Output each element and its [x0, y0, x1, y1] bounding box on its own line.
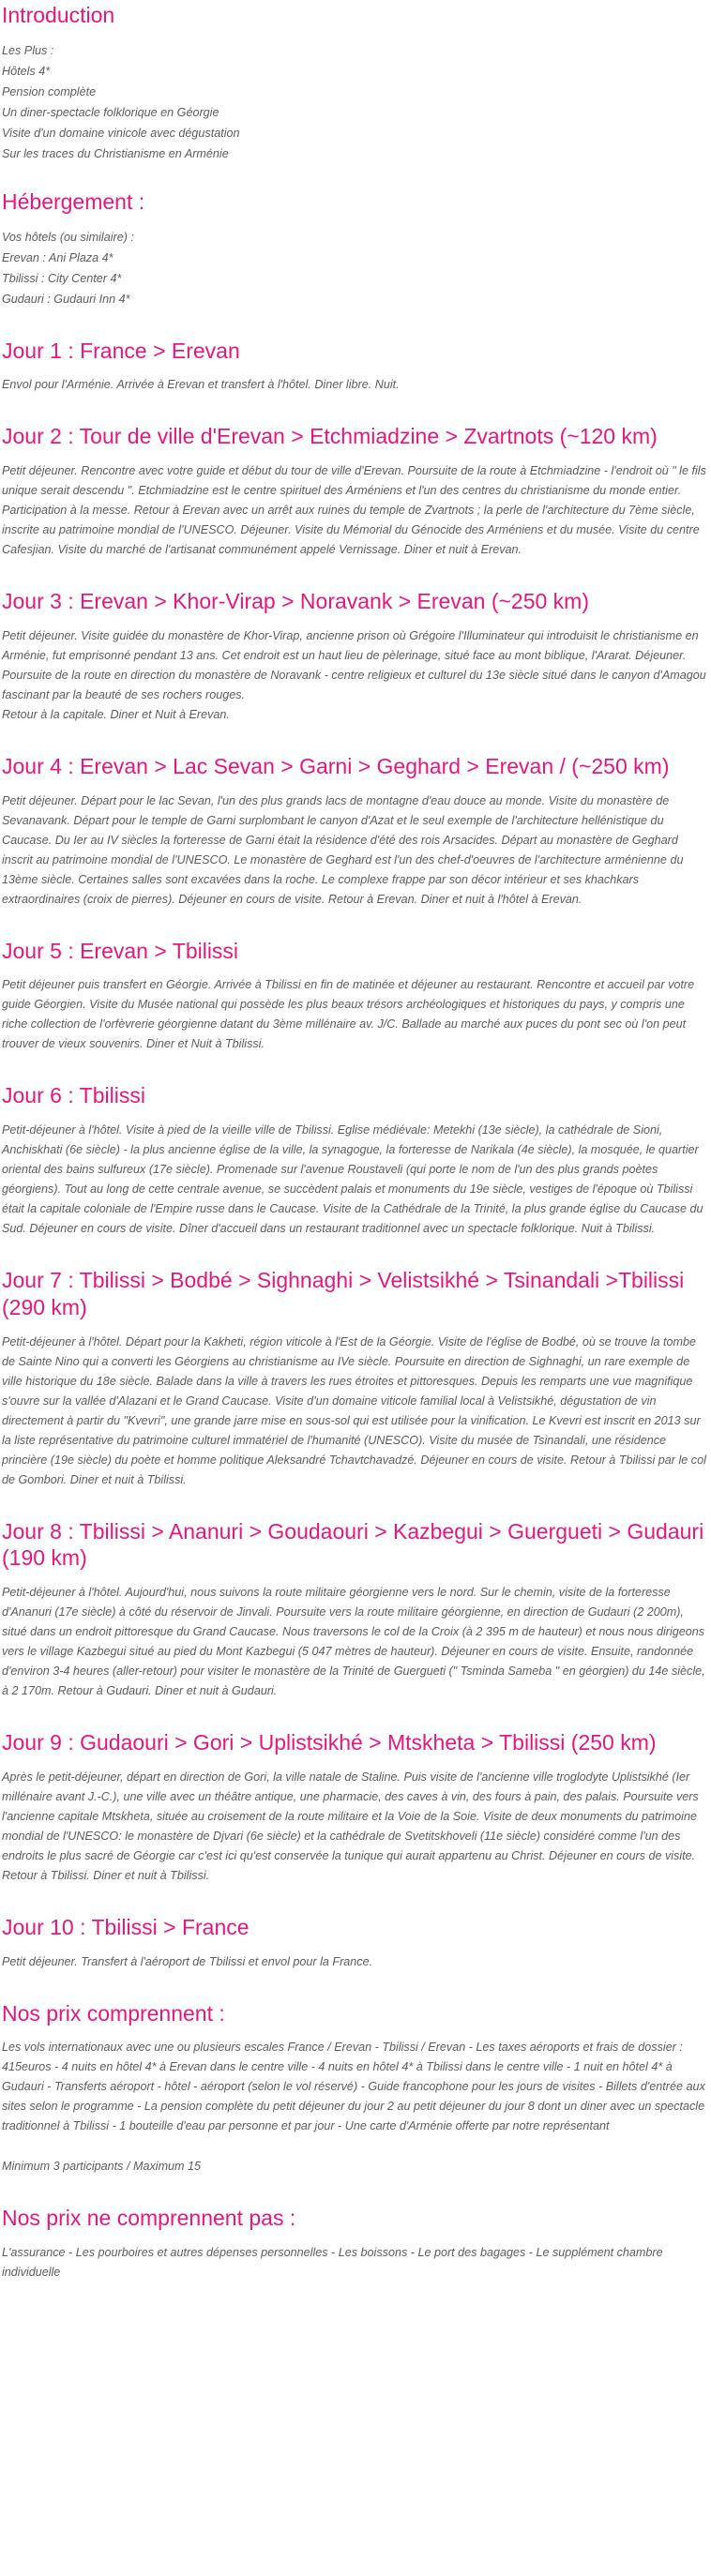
day-title: Jour 8 : Tbilissi > Ananuri > Goudaouri > Kazbegui > Guergueti > Gudauri (190 km): [2, 1518, 704, 1571]
day-title: Jour 6 : Tbilissi: [2, 1083, 145, 1108]
day-text: Petit déjeuner. Départ pour le lac Sevan, l'un des plus grands lacs de montagne d'eau douce au monde. Visite du monastère de Sevanavank. Départ pour le temple de Garni surplombant le canyon d'Azat et le seul exemple de l'architecture hellénistique du Caucase. Du Ier au IV siècles la forteresse de Garni était la résidence d'été des rois Arsacides. Départ au monastère de Geghard inscrit au patrimoine mondial de l'UNESCO. Le monastère de Geghard est l'un des chef-d'oeuvres de l'architecture arménienne du 13ème siècle. Certaines salles sont excavées dans la roche. Le complexe frappe par son décor intérieur et ses khachkars extraordinaires (croix de pierres). Déjeuner en cours de visite. Retour à Erevan. Diner et nuit à l'hôtel à Erevan.: [2, 793, 684, 906]
intro-item: Sur les traces du Christianisme en Arménie: [2, 146, 229, 160]
day-title: Jour 5 : Erevan > Tbilissi: [2, 938, 239, 963]
intro-item: Hôtels 4*: [2, 64, 51, 78]
day-text-extra: Retour à la capitale. Diner et Nuit à Erevan.: [2, 707, 230, 721]
day-text: Après le petit-déjeuner, départ en direction de Gori, la ville natale de Staline. Puis visite de l'ancienne ville troglodyte Uplistsikhé (Ier millénaire avant J.-C.), une ville avec un théâtre antique, une pharmacie, des caves à vin, des fours à pain, des palais. Poursuite vers l'ancienne capitale Mtskheta, située au croisement de la route militaire et la Voie de la Soie. Visite de deux monuments du patrimoine mondial de l'UNESCO: le monastère de Djvari (6e siècle) et la cathédrale de Svetitskhoveli (11e siècle) considéré comme l'un des endroits le plus sacré de Géorgie car c'est ici qu'est conservée la tunique qui aurait appartenu au Christ. Déjeuner en cours de visite. Retour à Tbilissi. Diner et nuit à Tbilissi.: [2, 1770, 699, 1882]
day-text: Petit déjeuner. Rencontre avec votre guide et début du tour de ville d'Erevan. Poursuite de la route à Etchmiadzine - l'endroit où " le fils unique serait descendu ". Etchmiadzine est le centre spirituel des Arméniens et l'un des centres du christianisme du monde entier. Participation à la messe. Retour à Erevan avec un arrêt aux ruines du temple de Zvartnots ; la perle de l'architecture du 7ème siècle, inscrite au patrimoine mondial de l'UNESCO. Déjeuner. Visite du Mémorial du Génocide des Arméniens et du musée. Visite du centre Cafesjian. Visite du marché de l'artisanat communément appelé Vernissage. Diner et nuit à Erevan.: [2, 464, 706, 556]
intro-item: Pension complète: [2, 84, 97, 98]
intro-list: [2, 40, 711, 164]
day-text: Petit-déjeuner à l'hôtel. Visite à pied de la vieille ville de Tbilissi. Eglise médiévale: Metekhi (13e siècle), la cathédrale de Sioni, Anchiskhati (6e siècle) - la plus ancienne église de la ville, la synagogue, la forteresse de Narikala (4e siècle), la mosquée, le quartier oriental des bains sulfureux (17e siècle). Promenade sur l'avenue Roustaveli (qui porte le nom de l'un des plus grands poètes géorgiens). Tout au long de cette centrale avenue, se succèdent palais et monuments du 19e siècle, vestiges de l'époque où Tbilissi était la capitale coloniale de l'Empire russe dans le Caucase. Visite de la Cathédrale de la Trinité, la plus grande église du Caucase du Sud. Déjeuner en cours de visite. Dîner d'accueil dans un restaurant traditionnel avec un spectacle folklorique. Nuit à Tbilissi.: [2, 1123, 703, 1235]
day-title: Jour 4 : Erevan > Lac Sevan > Garni > Geghard > Erevan / (~250 km): [2, 753, 670, 778]
day-text: Petit déjeuner. Transfert à l'aéroport de Tbilissi et envol pour la France.: [2, 1954, 373, 1968]
hebergement-item: Gudauri : Gudauri Inn 4*: [2, 292, 130, 306]
intro-item: Un diner-spectacle folklorique en Géorgie: [2, 105, 219, 119]
day-title: Jour 1 : France > Erevan: [2, 338, 240, 363]
day-title: Jour 10 : Tbilissi > France: [2, 1914, 250, 1939]
day-title: Jour 9 : Gudaouri > Gori > Uplistsikhé > Mtskheta > Tbilissi (250 km): [2, 1730, 657, 1755]
prix-ne-comprennent-title: Nos prix ne comprennent pas :: [2, 2206, 296, 2231]
prix-comprennent-title: Nos prix comprennent :: [2, 2000, 225, 2026]
intro-item: Les Plus :: [2, 43, 54, 57]
day-title: Jour 2 : Tour de ville d'Erevan > Etchmiadzine > Zvartnots (~120 km): [2, 424, 658, 449]
day-text: Envol pour l'Arménie. Arrivée à Erevan et transfert à l'hôtel. Diner libre. Nuit.: [2, 378, 400, 392]
hebergement-list: [2, 227, 711, 309]
day-title: Jour 7 : Tbilissi > Bodbé > Sighnaghi > Velistsikhé > Tsinandali >Tbilissi (290 km): [2, 1268, 685, 1319]
hebergement-item: Tbilissi : City Center 4*: [2, 271, 122, 285]
day-text: Petit-déjeuner à l'hôtel. Aujourd'hui, nous suivons la route militaire géorgienne vers le nord. Sur le chemin, visite de la forteresse d'Ananuri (17e siècle) à côté du réservoir de Jinvali. Poursuite vers la route militaire géorgienne, en direction de Gudauri (2 200m), situé dans un endroit pittoresque du Grand Caucase. Nous traversons le col de la Croix (à 2 395 m de hauteur) et nous nous dirigeons vers le village Kazbegui situé au pied du Mont Kazbegui (5 047 mètres de hauteur). Déjeuner en cours de visite. Ensuite, randonnée d'environ 3-4 heures (aller-retour) pour visiter le monastère de la Trinité de Guergueti (" Tsminda Sameba " en géorgien) du 14e siècle, à 2 170m. Retour à Gudauri. Diner et nuit à Gudauri.: [2, 1586, 705, 1697]
hebergement-item: Vos hôtels (ou similaire) :: [2, 230, 134, 244]
intro-title: Introduction: [2, 3, 115, 27]
day-text: Petit déjeuner puis transfert en Géorgie. Arrivée à Tbilissi en fin de matinée et déjeuner au restaurant. Rencontre et accueil par votre guide Géorgien. Visite du Musée national qui possède les plus beaux trésors archéologiques et historiques du pays, y compris une riche collection de l'orfèvrerie géorgienne datant du 3ème millénaire av. J/C. Ballade au marché aux puces du pont sec où l'on peut trouver de vieux souvenirs. Diner et Nuit à Tbilissi.: [2, 978, 695, 1051]
prix-comprennent-text: Les vols internationaux avec une ou plusieurs escales France / Erevan - Tbilissi / Erevan - Les taxes aéroports et frais de dossier : 415euros - 4 nuits en hôtel 4* à Erevan dans le centre ville - 4 nuits en hôtel 4* à Tbilissi dans le centre ville - 1 nuit en hôtel 4* à Gudauri - Transferts aéroport - hôtel - aéroport (selon le vol réservé) - Guide francophone pour les jours de visites - Billets d'entrée aux sites selon le programme - La pension complète du petit déjeuner du jour 2 au petit déjeuner du jour 8 dont un diner avec un spectacle traditionnel à Tbilissi - 1 bouteille d'eau par personne et par jour - Une carte d'Arménie offerte par notre représentant: [2, 2041, 705, 2133]
day-text: Petit-déjeuner à l'hôtel. Départ pour la Kakheti, région viticole à l'Est de la Géorgie. Visite de l'église de Bodbé, où se trouve la tombe de Sainte Nino qui a converti les Géorgiens au christianisme au IVe siècle. Poursuite en direction de Sighnaghi, un rare exemple de ville historique du 18e siècle. Balade dans la ville à travers les rues étroites et pittoresques. Depuis les remparts une vue magnifique s'ouvre sur la vallée d'Alazani et le Grand Caucase. Visite d'un domaine viticole familial local à Velistsikhé, dégustation de vin directement à partir du "Kvevri", une grande jarre mise en sous-sol qui est utilisée pour la vinification. Le Kvevri est inscrit en 2013 sur la liste représentative du patrimoine culturel immatériel de l'humanité (UNESCO). Visite du musée de Tsinandali, une résidence princière (19e siècle) du poète et homme politique Aleksandré Tchavtchavadzé. Déjeuner en cours de visite. Retour à Tbilissi par le col de Gombori. Diner et nuit à Tbilissi.: [2, 1334, 706, 1486]
intro-item: Visite d'un domaine vinicole avec dégustation: [2, 126, 240, 140]
day-title: Jour 3 : Erevan > Khor-Virap > Noravank > Erevan (~250 km): [2, 589, 589, 613]
participants-text: Minimum 3 participants / Maximum 15: [2, 2160, 202, 2174]
hebergement-item: Erevan : Ani Plaza 4*: [2, 250, 113, 264]
day-text: Petit déjeuner. Visite guidée du monastère de Khor-Virap, ancienne prison où Grégoire l'Illuminateur qui introduisit le christianisme en Arménie, fut emprisonné pendant 13 ans. Cet endroit est un haut lieu de pèlerinage, situé face au mont biblique, l'Ararat. Déjeuner. Poursuite de la route en direction du monastère de Noravank - centre religieux et culturel du 13e siècle situé dans le canyon d'Amagou fascinant par la beauté de ses rochers rouges.: [2, 628, 706, 701]
hebergement-title: Hébergement :: [2, 188, 145, 214]
prix-ne-comprennent-text: L'assurance - Les pourboires et autres dépenses personnelles - Les boissons - Le port des bagages - Le supplément chambre individuelle: [2, 2246, 663, 2279]
